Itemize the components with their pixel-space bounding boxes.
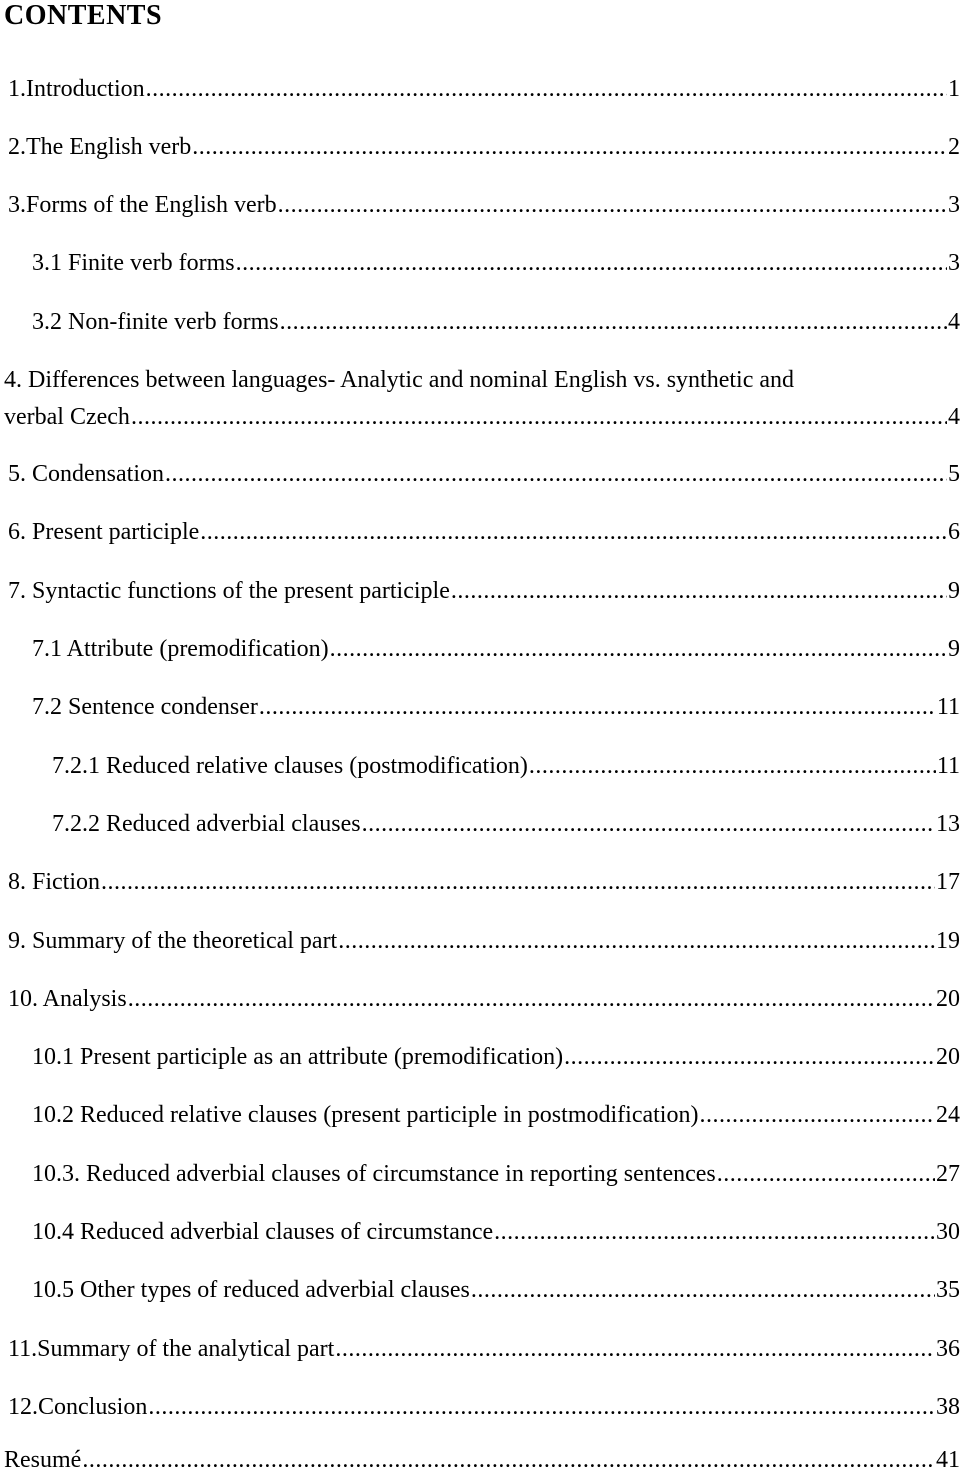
toc-entry-number: 12. bbox=[8, 1394, 38, 1420]
dot-leader bbox=[82, 1445, 935, 1475]
toc-entry[interactable] bbox=[0, 692, 960, 722]
dot-leader bbox=[128, 984, 935, 1014]
dot-leader bbox=[278, 190, 947, 220]
dot-leader bbox=[529, 751, 936, 781]
toc-entry-title: verbal Czech bbox=[4, 404, 130, 430]
dot-leader bbox=[564, 1042, 935, 1072]
dot-leader bbox=[148, 1392, 935, 1422]
toc-entry[interactable] bbox=[0, 1159, 960, 1189]
toc-entry-page: 9 bbox=[948, 636, 960, 662]
toc-entry-number: 3. bbox=[8, 192, 26, 218]
dot-leader bbox=[330, 634, 947, 664]
dot-leader bbox=[471, 1275, 935, 1305]
toc-entry-page: 19 bbox=[936, 928, 960, 954]
toc-entry-title: Conclusion bbox=[38, 1394, 148, 1420]
toc-entry[interactable] bbox=[0, 809, 960, 839]
toc-entry-title: 5. Condensation bbox=[8, 461, 164, 487]
toc-entry-title: Forms of the English verb bbox=[26, 192, 277, 218]
dot-leader bbox=[131, 402, 947, 432]
toc-entry[interactable] bbox=[0, 365, 960, 435]
toc-entry[interactable] bbox=[0, 1392, 960, 1422]
toc-entry-title: 8. Fiction bbox=[8, 869, 101, 895]
toc-entry-title: 10.3. Reduced adverbial clauses of circumstance in reporting sentences bbox=[32, 1161, 716, 1187]
toc-entry-page: 3 bbox=[948, 250, 960, 276]
toc-entry-title: Summary of the analytical part bbox=[37, 1336, 335, 1362]
toc-entry[interactable] bbox=[0, 634, 960, 664]
toc-entry-title: 6. Present participle bbox=[8, 519, 200, 545]
page-title: CONTENTS bbox=[4, 0, 163, 31]
toc-entry[interactable] bbox=[0, 751, 960, 781]
dot-leader bbox=[101, 867, 935, 897]
dot-leader bbox=[192, 132, 947, 162]
dot-leader bbox=[200, 517, 947, 547]
toc-entry-title: 3.2 Non-finite verb forms bbox=[32, 309, 279, 335]
toc-entry-page: 41 bbox=[936, 1447, 960, 1473]
toc-entry-title: 10. Analysis bbox=[8, 986, 127, 1012]
toc-entry-page: 11 bbox=[936, 694, 960, 720]
dot-leader bbox=[717, 1159, 935, 1189]
toc-entry-number: 2. bbox=[8, 134, 26, 160]
toc-entry[interactable] bbox=[0, 926, 960, 956]
toc-entry-title: Introduction bbox=[26, 76, 145, 102]
toc-entry-page: 20 bbox=[936, 1044, 960, 1070]
toc-entry[interactable] bbox=[0, 190, 960, 220]
dot-leader bbox=[335, 1334, 935, 1364]
toc-entry-page: 1 bbox=[948, 76, 960, 102]
toc-entry-title-line1: 4. Differences between languages- Analytic and nominal English vs. synthetic and bbox=[4, 367, 795, 393]
toc-entry-page: 13 bbox=[936, 811, 960, 837]
toc-entry-page: 4 bbox=[948, 309, 960, 335]
toc-entry-title: 7.1 Attribute (premodification) bbox=[32, 636, 329, 662]
toc-entry-title: 3.1 Finite verb forms bbox=[32, 250, 235, 276]
toc-entry-title: Resumé bbox=[4, 1447, 82, 1473]
toc-entry[interactable] bbox=[0, 517, 960, 547]
toc-entry-page: 35 bbox=[936, 1277, 960, 1303]
toc-entry[interactable] bbox=[0, 459, 960, 489]
toc-entry-page: 4 bbox=[948, 404, 960, 430]
toc-entry-page: 17 bbox=[936, 869, 960, 895]
toc-entry[interactable] bbox=[0, 984, 960, 1014]
dot-leader bbox=[494, 1217, 935, 1247]
toc-entry-title: 7.2.2 Reduced adverbial clauses bbox=[52, 811, 361, 837]
toc-entry-page: 24 bbox=[936, 1102, 960, 1128]
toc-entry-title: 7.2.1 Reduced relative clauses (postmodification) bbox=[52, 753, 528, 779]
toc-entry[interactable] bbox=[0, 248, 960, 278]
toc-entry-page: 6 bbox=[948, 519, 960, 545]
toc-entry[interactable] bbox=[0, 1217, 960, 1247]
dot-leader bbox=[451, 576, 947, 606]
dot-leader bbox=[146, 74, 947, 104]
toc-entry-page: 3 bbox=[948, 192, 960, 218]
toc-entry-title: 7. Syntactic functions of the present participle bbox=[8, 578, 450, 604]
toc-entry-number: 1. bbox=[8, 76, 26, 102]
dot-leader bbox=[362, 809, 935, 839]
toc-entry[interactable] bbox=[0, 132, 960, 162]
toc-entry-page: 36 bbox=[936, 1336, 960, 1362]
toc-entry-page: 20 bbox=[936, 986, 960, 1012]
toc-entry-title: 10.2 Reduced relative clauses (present participle in postmodification) bbox=[32, 1102, 699, 1128]
toc-entry-page: 2 bbox=[948, 134, 960, 160]
toc-entry-title: 7.2 Sentence condenser bbox=[32, 694, 258, 720]
toc-entry[interactable] bbox=[0, 867, 960, 897]
toc-entry-page: 5 bbox=[948, 461, 960, 487]
toc-entry-page: 9 bbox=[948, 578, 960, 604]
dot-leader bbox=[165, 459, 947, 489]
toc-entry-number: 11. bbox=[8, 1336, 38, 1362]
toc-entry-page: 30 bbox=[936, 1219, 960, 1245]
toc-entry-title: 10.5 Other types of reduced adverbial clauses bbox=[32, 1277, 470, 1303]
toc-entry-page: 38 bbox=[936, 1394, 960, 1420]
toc-entry-title: The English verb bbox=[26, 134, 192, 160]
dot-leader bbox=[699, 1100, 935, 1130]
dot-leader bbox=[338, 926, 935, 956]
toc-entry[interactable] bbox=[0, 1275, 960, 1305]
toc-entry-page: 27 bbox=[936, 1161, 960, 1187]
toc-entry-title: 10.4 Reduced adverbial clauses of circumstance bbox=[32, 1219, 494, 1245]
dot-leader bbox=[236, 248, 947, 278]
toc-entry[interactable] bbox=[0, 74, 960, 104]
toc-entry-title: 10.1 Present participle as an attribute (premodification) bbox=[32, 1044, 564, 1070]
dot-leader bbox=[280, 307, 947, 337]
toc-entry-title: 9. Summary of the theoretical part bbox=[8, 928, 338, 954]
dot-leader bbox=[259, 692, 936, 722]
toc-entry[interactable] bbox=[0, 1334, 960, 1364]
toc-entry-page: 11 bbox=[936, 753, 960, 779]
toc-entry[interactable] bbox=[0, 1445, 960, 1475]
toc-entry[interactable] bbox=[0, 576, 960, 606]
toc-entry[interactable] bbox=[0, 1100, 960, 1130]
toc-entry[interactable] bbox=[0, 307, 960, 337]
toc-entry[interactable] bbox=[0, 1042, 960, 1072]
